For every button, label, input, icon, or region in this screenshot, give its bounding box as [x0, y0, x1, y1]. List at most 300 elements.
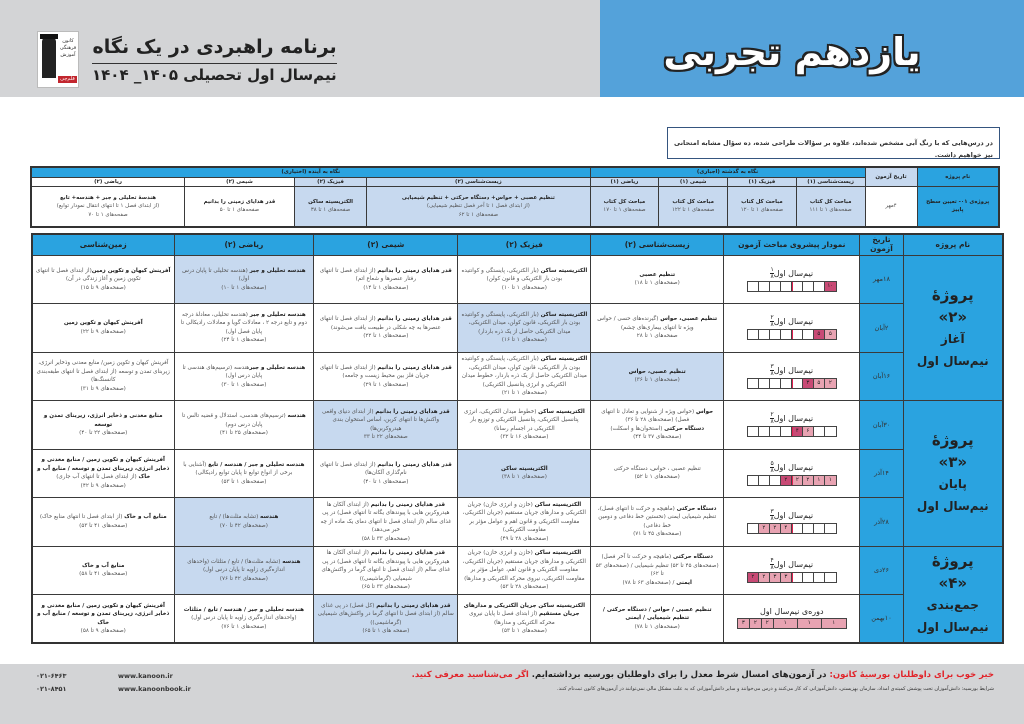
progress-label	[727, 315, 856, 328]
topic-detail-2: (استخوان‌ها و اسکلت)	[610, 425, 665, 432]
topic-pages: (صفحه‌های ۳۳ تا ۶۵)	[361, 584, 410, 590]
progress-label-text: نیم‌سال اول	[773, 559, 814, 569]
semester-title: نیم‌سال اول تحصیلی ۱۴۰۵_ ۱۴۰۴	[92, 66, 337, 84]
topic-pages: (صفحه های ۱ تا ۶۵)	[362, 628, 410, 634]
past-subject-name: فیزیک (۱)	[728, 177, 797, 187]
topic-bold: آفرینش کیهان و تکوین زمین	[63, 320, 143, 327]
exam-date: ۲۶دی	[860, 546, 903, 595]
column-header: ریاضی (۲)	[174, 234, 314, 255]
progress-label	[727, 267, 856, 280]
progress-segment: ۲	[750, 619, 762, 628]
exam-date: ۱۰بهمن	[860, 595, 903, 644]
topic-detail: (تشابه مثلث‌ها) / تابع	[209, 514, 261, 521]
progress-segment	[781, 427, 792, 436]
project-number: «۳»	[938, 453, 968, 472]
subject-cell-geo	[32, 255, 174, 304]
topic-detail: (از ابتدای دنیای واقعی واکنش‌ها تا انتهای کربن، اساس استخوان بندی هیدروکربن‌ها)	[322, 408, 440, 432]
column-header: زمین‌شناسی	[32, 234, 174, 255]
topic-detail: (از ابتدای فصل تا انتهای منابع خاک)	[39, 514, 125, 521]
exam-date: ۱۸مهر	[860, 255, 903, 304]
past-subject-name: زیست‌شناسی (۱)	[796, 177, 865, 187]
subject-cell-geo	[32, 352, 174, 401]
topic-bold: هندسه	[260, 514, 279, 521]
topic-bold: تنظیم عصبی	[639, 271, 676, 278]
past-subject-cell	[590, 187, 659, 227]
fraction-numerator: ۳	[770, 508, 774, 516]
table-row	[32, 449, 1003, 498]
header-text	[92, 34, 337, 86]
fraction-denominator: ۸	[770, 272, 774, 280]
topic-bold: الکتریسیته ساکن	[534, 501, 582, 508]
past-subject-cell	[659, 187, 728, 227]
topic-pages: (صفحه‌های ۱ تا ۲۹)	[363, 381, 409, 388]
project-sub2: نیم‌سال اول	[916, 353, 989, 368]
project-cell	[903, 255, 1003, 401]
header-future: نگاه به آینده (اختیاری)	[31, 167, 590, 177]
past-subject-name: ریاضی (۱)	[590, 177, 659, 187]
progress-segment	[781, 379, 792, 388]
subject-cell-chem	[314, 546, 458, 595]
subject-cell-geo	[32, 304, 174, 353]
table-row	[32, 498, 1003, 547]
topic-detail: (ماهیچه و حرکت تا آخر فصل) (صفحه‌های ۴۵ تا ۵۲) تنظیم شیمیایی / (صفحه‌های ۵۳ تا ۶۲)	[595, 554, 719, 578]
subject-cell-bio	[591, 255, 724, 304]
progress-segment	[748, 330, 759, 339]
fraction-numerator: ۲	[770, 314, 774, 322]
progress-label-text: نیم‌سال اول	[773, 317, 814, 327]
footer	[0, 664, 1024, 724]
progress-segment	[825, 573, 836, 582]
topic-detail: هندسه (ترسیم‌های هندسی تا پایان درس اول)	[182, 364, 263, 379]
topic-bold: منابع معدنی و ذخایر انرژی، زیربنای تمدن و توسعه	[43, 413, 163, 428]
header-left	[0, 0, 600, 97]
subject-cell-phy	[458, 546, 591, 595]
topic-pages: (صفحه‌های ۱ تا ۷۸)	[634, 623, 680, 630]
subject-cell-phy	[458, 498, 591, 547]
message-highlight: خبر خوب برای داوطلبان بورسیهٔ کانون:	[829, 670, 994, 680]
progress-segment	[748, 379, 759, 388]
topic-bold: تنظیم عصبی، حواس	[660, 316, 718, 322]
subject-title: مباحث کل کتاب	[603, 198, 646, 205]
topic-detail: (خازن و انرژی خازن) جریان الکتریکی و مدارهای جریان مستقیم (جریان الکتریکی، مقاومت الکتریکی و قانون اهم، عوامل مؤثر بر مقاومت الکتریکی، نیروی محرکه الکتریکی و مدارها)	[462, 550, 586, 582]
topic-detail: (آشنایی با برخی از انواع توابع تا پایان توابع رادیکالی)	[183, 461, 293, 476]
subject-cell-chem	[314, 498, 458, 547]
topic-pages: (صفحه‌های ۲۸ تا ۵۳)	[500, 584, 549, 590]
topic-bold: تنظیم عصبی، حواس	[628, 368, 686, 375]
subject-title: تنظیم عصبی + حواس+ دستگاه حرکتی + تنظیم شیمیایی	[401, 194, 555, 201]
subject-cell-phy	[458, 255, 591, 304]
logo-line: آموزش	[60, 52, 76, 58]
subject-cell-chem	[314, 255, 458, 304]
table-row	[32, 546, 1003, 595]
subject-cell-geo	[32, 595, 174, 644]
topic-detail: (بار الکتریکی، پایستگی و کوانتیده بودن بار الکتریکی، قانون کولن، میدان الکتریکی، میدان الکتریکی حاصل از یک ذره باردار، خطوط میدان الکتریکی و انرژی پتانسیل الکتریکی)	[461, 356, 587, 388]
fraction-numerator: ۴	[770, 556, 774, 564]
progress-segment	[748, 476, 759, 485]
topic-pages: (صفحه‌های ۱ تا ۱۴)	[363, 284, 409, 291]
phone-2: ۰۲۱-۸۴۵۱	[36, 685, 67, 693]
column-header: تاریخ آزمون	[860, 234, 903, 255]
topic-bold: هندسه تحلیلی و جبر / هندسه / تابع / مثلثات	[183, 606, 305, 613]
progress-segment: ۱	[774, 619, 798, 628]
progress-label	[727, 461, 856, 474]
topic-detail: (از ابتدای فصل تا پایان نیروی محرکه الکتریکی و مدارها)	[469, 611, 555, 626]
progress-cell	[724, 401, 860, 450]
progress-segment: ۶	[803, 427, 814, 436]
exam-date: ۲۸آذر	[860, 498, 903, 547]
progress-cell	[724, 255, 860, 304]
topic-pages: (صفحه‌های ۱ تا ۱۶)	[501, 337, 547, 344]
progress-segment: ۱	[822, 619, 846, 628]
progress-segment: ۲	[781, 476, 792, 485]
column-header: نمودار پیشروی مباحث آزمون	[724, 234, 860, 255]
progress-segment	[792, 330, 803, 339]
topic-bold: الکتریسیته ساکن	[540, 311, 588, 318]
header-project: نام پروژه	[917, 167, 999, 187]
column-header: زیست‌شناسی (۲)	[591, 234, 724, 255]
topic-detail: (گیرنده‌های حسی / حواس ویژه تا انتهای بیماری‌های چشم)	[597, 316, 694, 331]
past-subject-name: شیمی (۱)	[659, 177, 728, 187]
topic-bold: حواس	[695, 408, 714, 415]
subject-cell-phy	[458, 449, 591, 498]
topic-bold: قدر هدایای زمینی را بدانیم	[377, 267, 452, 274]
subject-cell-math	[174, 595, 314, 644]
progress-cell	[724, 595, 860, 644]
subject-title: هندسهٔ تحلیلی و جبر + هندسه+ تابع	[60, 194, 157, 201]
progress-bar	[747, 426, 837, 437]
progress-segment	[803, 330, 814, 339]
topic-pages: (صفحه‌های ۴۱ تا ۵۸)	[79, 571, 128, 578]
progress-segment	[803, 573, 814, 582]
subject-cell-phy	[458, 304, 591, 353]
progress-label-text: نیم‌سال اول	[773, 511, 814, 521]
fraction-denominator: ۸	[770, 418, 774, 426]
topic-bold: آفرینش کیهان و تکوین زمین / منابع معدنی و ذخایر انرژی، زیربنای تمدن و توسعه / منابع آب و خاک	[37, 457, 170, 481]
subject-cell-phy	[458, 352, 591, 401]
topic-bold: قدر هدایای زمینی را بدانیم	[377, 316, 452, 322]
progress-segment: ۵	[825, 330, 836, 339]
message-call-to-action: اگر می‌شناسید معرفی کنید.	[411, 670, 532, 680]
topic-detail: (واحدهای اندازه‌گیری زاویه تا پایان درس اول)	[191, 615, 297, 622]
subject-cell-bio	[591, 546, 724, 595]
topic-bold: هندسه تحلیلی و جبر	[249, 311, 306, 318]
level-date: ۴مهر	[865, 187, 917, 227]
progress-segment: ۳	[770, 573, 781, 582]
logo-line: فرهنگی	[59, 45, 77, 51]
topic-detail: (از ابتدای فصل تا انتهای رفتار عنصرها و شعاع اتم)	[319, 267, 416, 282]
topic-pages: (صفحه‌های ۱ تا ۵۳)	[221, 478, 267, 485]
topic-detail: (ترسیم‌های هندسی، استدلال و قضیه تالس تا پایان درس دوم)	[181, 413, 288, 428]
progress-label-text: نیم‌سال اول	[773, 365, 814, 375]
column-header: فیزیک (۲)	[458, 234, 591, 255]
progress-segment: ۳	[781, 573, 792, 582]
progress-segment: ۲	[825, 379, 836, 388]
scholarship-message	[234, 669, 994, 682]
progress-cell	[724, 546, 860, 595]
progress-segment	[748, 524, 759, 533]
progress-segment	[825, 524, 836, 533]
subject-pages: صفحه‌های ۱ تا ۷۰	[88, 211, 128, 218]
progress-segment: ۵	[814, 330, 825, 339]
progress-segment: ۲	[748, 573, 759, 582]
topic-detail: (هندسه تحلیلی، معادلهٔ درجه دوم و تابع درجه ۲ ، معادلات گویا و معادلات رادیکالی تا پایان فصل اول)	[180, 311, 307, 335]
topic-detail: (از ابتدای فصل تا انتهای آب جاری)	[56, 474, 139, 481]
subject-cell-math	[174, 546, 314, 595]
topic-detail: (از ابتدای فصل تا انتهای تکوین زمین و آغاز زندگی در آن)	[36, 267, 141, 282]
progress-segment: ۲	[792, 476, 803, 485]
topic-detail: تنظیم عصبی ، حواس، دستگاه حرکتی	[613, 465, 701, 472]
progress-label	[727, 412, 856, 425]
project-sub2: نیم‌سال اول	[916, 499, 989, 514]
topic-pages: (صفحه‌های ۱ تا ۵۲)	[634, 474, 680, 481]
progress-segment	[770, 379, 781, 388]
progress-segment	[814, 573, 825, 582]
subject-cell-geo	[32, 449, 174, 498]
progress-segment	[748, 427, 759, 436]
progress-bar	[747, 572, 837, 583]
future-subject-cell	[367, 187, 590, 227]
topic-pages: (صفحه‌های ۲۵ تا ۴۱)	[219, 430, 268, 436]
progress-segment	[759, 427, 770, 436]
fraction-numerator: ۲	[770, 411, 774, 419]
grade-title: یازدهم تجربی	[663, 30, 921, 74]
topic-pages: (صفحه‌های ۲۲ تا ۴۰)	[79, 430, 128, 436]
progress-segment	[792, 282, 803, 291]
topic-detail: (خطوط میدان الکتریکی، انرژی پتانسیل الکتریکی، پتانسیل الکتریکی و توزیع بار الکتریکی در اجسام رسانا)	[463, 408, 579, 432]
topic-bold: الکتریسیته ساکن	[540, 356, 588, 362]
project-number: «۲»	[938, 307, 968, 326]
progress-segment	[803, 282, 814, 291]
progress-segment	[792, 379, 803, 388]
subject-cell-bio	[591, 595, 724, 644]
topic-pages: صفحه‌های ۱ تا ۲۸	[636, 333, 678, 339]
header-past: نگاه به گذشته (اجباری)	[590, 167, 865, 177]
progress-segment	[792, 573, 803, 582]
project-sub1: پایان	[938, 477, 967, 492]
progress-segment: ۲	[770, 524, 781, 533]
logo-line: کانون	[62, 38, 74, 44]
topic-detail: (از ابتدای فصل تا انتهای جریان فلز بین محیط زیست و جامعه)	[319, 364, 430, 379]
topic-bold: هندسه	[287, 413, 306, 419]
subject-note: (از ابتدای فصل ۱ تا آخر فصل تنظیم شیمیایی)	[426, 203, 530, 209]
topic-detail: (تشابه مثلث‌ها) / تابع / مثلثات (واحدهای اندازه‌گیری زاویه تا پایان درس اول)	[187, 558, 285, 573]
topic-pages: صفحه‌های ۲۲ تا ۳۳	[363, 434, 408, 441]
project-cell	[903, 546, 1003, 643]
progress-cell	[724, 498, 860, 547]
topic-detail: (ماهیچه و حرکت تا انتهای فصل)، تنظیم شیمیایی ایمنی (نخستین خط دفاعی و دومین خط دفاعی)	[597, 505, 717, 529]
topic-detail: (از ابتدای آلکان ها هیدروکربن هایی با پیوندهای یگانه تا انتهای فصل) در پی غذای سالم (از ابتدای فصل تا انتهای گرما در واکنش‌های شیمیایی (گرماشیمی))	[321, 550, 451, 582]
schedule-table	[31, 233, 1004, 644]
table-row	[32, 255, 1003, 304]
subject-title: مباحث کل کتاب	[809, 198, 852, 205]
topic-bold: آفرینش کیهان و تکوین زمین / منابع معدنی و ذخایر انرژی، زیربنای تمدن و توسعه / منابع آب و خاک	[37, 602, 170, 626]
progress-segment: ۲	[803, 476, 814, 485]
progress-segment	[803, 524, 814, 533]
progress-label-text: نیم‌سال اول	[773, 268, 814, 278]
subject-pages: صفحه‌های ۱ تا ۳۸	[310, 207, 351, 214]
progress-segment: ۱	[798, 619, 822, 628]
subject-cell-math	[174, 352, 314, 401]
project-title: پروژهٔ	[931, 285, 974, 304]
level-test-table	[30, 166, 1000, 228]
topic-pages: (صفحه‌های ۹ تا ۳۱)	[80, 385, 126, 392]
subject-cell-geo	[32, 546, 174, 595]
progress-label-text: نیم‌سال اول	[773, 414, 814, 424]
subject-cell-math	[174, 401, 314, 450]
subject-pages: صفحه‌های ۱ تا ۱۱۱	[809, 207, 852, 214]
progress-label-text: نیم‌سال اول	[773, 462, 814, 472]
topic-detail: (خازن و انرژی خازن) جریان الکتریکی و مدارهای جریان مستقیم (جریان الکتریکی، مقاومت الکتریکی و قانون اهم و عوامل مؤثر بر مقاومت الکتریکی)	[462, 501, 586, 533]
progress-segment	[781, 330, 792, 339]
project-title: پروژهٔ	[931, 431, 974, 450]
exam-date: ۳۰آبان	[860, 401, 903, 450]
progress-bar	[747, 329, 837, 340]
progress-segment	[759, 282, 770, 291]
progress-segment	[814, 427, 825, 436]
progress-label	[727, 364, 856, 377]
topic-detail-2: / (صفحه‌های ۶۳ تا ۷۸)	[622, 579, 677, 586]
progress-segment	[759, 330, 770, 339]
fraction-denominator: ۸	[770, 515, 774, 523]
subject-cell-bio	[591, 449, 724, 498]
subject-note: (از ابتدای فصل ۱ تا انتهای انتقال نمودار توابع)	[56, 203, 160, 209]
subject-cell-phy	[458, 595, 591, 644]
future-subject-name: شیمی (۲)	[185, 177, 295, 187]
topic-bold: هندسه تحلیلی و جبر	[249, 364, 306, 371]
scholarship-conditions: شرایط بورسیه: دانش‌آموزان تحت پوشش کمیته‌ی امداد، سازمان بهزیستی، دانش‌آموزانی که کار می‌کنند و درس می‌خوانند و سایر دانش‌آموزانی که به علت مشکل مالی نمی‌توانند در آزمون‌های کانون ثبت‌نام کنند.	[557, 686, 994, 692]
progress-cell	[724, 449, 860, 498]
topic-bold: الکتریسیته ساکن	[538, 408, 585, 415]
subject-cell-bio	[591, 352, 724, 401]
header-right	[600, 0, 1024, 97]
fraction-denominator: ۸	[770, 321, 774, 329]
fraction-denominator: ۸	[770, 563, 774, 571]
footer-messages	[234, 669, 994, 693]
column-header: نام پروژه	[903, 234, 1003, 255]
progress-segment	[792, 524, 803, 533]
progress-segment	[759, 379, 770, 388]
topic-pages: (صفحه‌های ۱ تا ۳۰)	[221, 381, 267, 388]
progress-segment	[814, 282, 825, 291]
future-subject-name: زیست‌شناسی (۲)	[367, 177, 590, 187]
topic-pages: (صفحه‌های ۲۸ تا ۴۹)	[500, 535, 549, 542]
topic-bold: الکتریسیته ساکن	[534, 550, 582, 556]
topic-bold: قدر هدایای زمینی را بدانیم	[377, 461, 452, 468]
topic-bold: قدر هدایای زمینی را بدانیم	[377, 364, 452, 371]
progress-segment: ۱	[825, 476, 836, 485]
subject-cell-geo	[32, 401, 174, 450]
subject-pages: صفحه‌های ۱ تا ۵۰	[219, 207, 260, 214]
topic-pages: (صفحه‌های ۱ تا ۲۱)	[501, 390, 547, 396]
project-cell	[903, 401, 1003, 547]
subject-cell-chem	[314, 304, 458, 353]
future-subject-cell	[294, 187, 366, 227]
url-kanoon[interactable]: www.kanoon.ir	[118, 672, 173, 680]
topic-pages: (صفحه‌های ۹ تا ۴۲)	[80, 482, 126, 489]
topic-pages: (صفحه‌های ۱ تا ۱۰)	[221, 284, 267, 291]
project-sub2: نیم‌سال اول	[916, 620, 989, 635]
topic-pages: (صفحه‌های ۱ تا ۲۴)	[221, 337, 267, 344]
logo-badge: قلم‌چی	[58, 76, 77, 83]
progress-segment: ۴	[792, 427, 803, 436]
topic-detail: (حواس ویژه از شنوایی و تعادل تا انتهای فصل) (صفحه‌های ۲۸ تا ۳۶)	[601, 408, 696, 424]
topic-pages: (صفحه‌های ۴۵ تا ۷۱)	[633, 531, 682, 538]
subject-title: مباحث کل کتاب	[741, 198, 783, 205]
progress-bar	[747, 523, 837, 534]
graduation-cap-icon	[40, 34, 58, 39]
progress-label	[727, 509, 856, 522]
topic-pages: (صفحه‌های ۱۶ تا ۳۲)	[500, 434, 549, 441]
topic-pages: (صفحه‌های ۱ تا ۱۰)	[501, 284, 547, 291]
topic-detail: (از ابتدای فصل تا انتهای عنصرها به چه شکلی در طبیعت یافت می‌شوند)	[319, 316, 441, 331]
header-date: تاریخ آزمون	[865, 167, 917, 187]
future-subject-name: فیزیک (۲)	[294, 177, 366, 187]
table-row	[32, 304, 1003, 353]
progress-segment: ۲	[759, 573, 770, 582]
topic-bold: قدر هدایای زمینی را بدانیم	[375, 408, 450, 415]
subject-pages: صفحه‌های ۱ تا ۱۲۰	[740, 207, 784, 214]
column-header: شیمی (۲)	[314, 234, 458, 255]
topic-detail: (بار الکتریکی، پایستگی و کوانتیده بودن بار الکتریکی و قانون کولن)	[461, 267, 563, 282]
progress-segment: ۱۰	[825, 282, 836, 291]
future-subject-cell	[31, 187, 185, 227]
progress-bar	[747, 378, 837, 389]
topic-bold: آفرینش کیهان و تکوین زمین	[91, 267, 171, 274]
subject-cell-geo	[32, 498, 174, 547]
topic-bold: قدر هدایای زمینی را بدانیم	[376, 602, 451, 609]
project-title: پروژهٔ	[931, 552, 974, 571]
progress-bar	[737, 618, 847, 629]
topic-bold: الکتریسیته ساکن	[501, 465, 548, 472]
topic-detail: (از ابتدای آلکان ها هیدروکربن هایی با پیوندهای یگانه تا انتهای فصل) در پی غذای سالم (از ابتدای فصل تا انتهای دمای یک ماده از چه خبر می‌دهد)	[320, 501, 452, 533]
topic-detail: (کل فصل) در پی غذای سالم (از ابتدای فصل تا انتهای گرما در واکنش‌های شیمیایی (گرماشیمی))	[317, 602, 454, 626]
topic-detail: (هندسه تحلیلی تا پایان درس اول)	[182, 267, 250, 282]
progress-cell	[724, 352, 860, 401]
subject-cell-bio	[591, 401, 724, 450]
topic-pages: (صفحه‌های ۱ تا ۳۶)	[634, 377, 680, 384]
subject-pages: صفحه‌های ۱ تا ۶۲	[458, 211, 499, 218]
project-sub1: آغاز	[940, 331, 965, 346]
progress-segment	[748, 282, 759, 291]
topic-bold-2: ایمنی	[676, 579, 692, 586]
graduate-figure-icon	[42, 36, 56, 78]
subject-pages: صفحه‌های ۱ تا ۱۲۲	[672, 207, 715, 214]
subject-cell-chem	[314, 595, 458, 644]
table-row	[32, 401, 1003, 450]
subject-title: الکتریسیته ساکن	[308, 198, 353, 205]
topic-pages: (صفحه‌های ۹ تا ۱۵)	[80, 284, 126, 291]
progress-segment	[770, 282, 781, 291]
progress-segment: ۳	[738, 619, 750, 628]
topic-pages: (صفحه‌های ۴۲ تا ۷۶)	[219, 575, 268, 582]
url-kanoonbook[interactable]: www.kanoonbook.ir	[118, 685, 191, 693]
progress-segment: ۲	[762, 619, 774, 628]
past-subject-cell	[796, 187, 865, 227]
topic-bold: منابع آب و خاک	[124, 514, 167, 521]
progress-segment	[759, 476, 770, 485]
past-subject-cell	[728, 187, 797, 227]
progress-segment	[770, 476, 781, 485]
subject-cell-bio	[591, 304, 724, 353]
subject-cell-math	[174, 498, 314, 547]
topic-detail: (بار الکتریکی، پایستگی و کوانتیده بودن بار الکتریکی، قانون کولن، میدان الکتریکی، میدان الکتریکی حاصل از یک ذره باردار)	[461, 311, 581, 335]
topic-pages: (صفحه‌های ۳۷ تا ۴۴)	[633, 434, 682, 441]
fraction-numerator: ۱	[770, 265, 774, 273]
subject-cell-math	[174, 449, 314, 498]
progress-segment	[781, 282, 792, 291]
fraction-denominator: ۸	[770, 466, 774, 474]
topic-pages: (صفحه‌های ۹ تا ۵۸)	[80, 628, 126, 634]
